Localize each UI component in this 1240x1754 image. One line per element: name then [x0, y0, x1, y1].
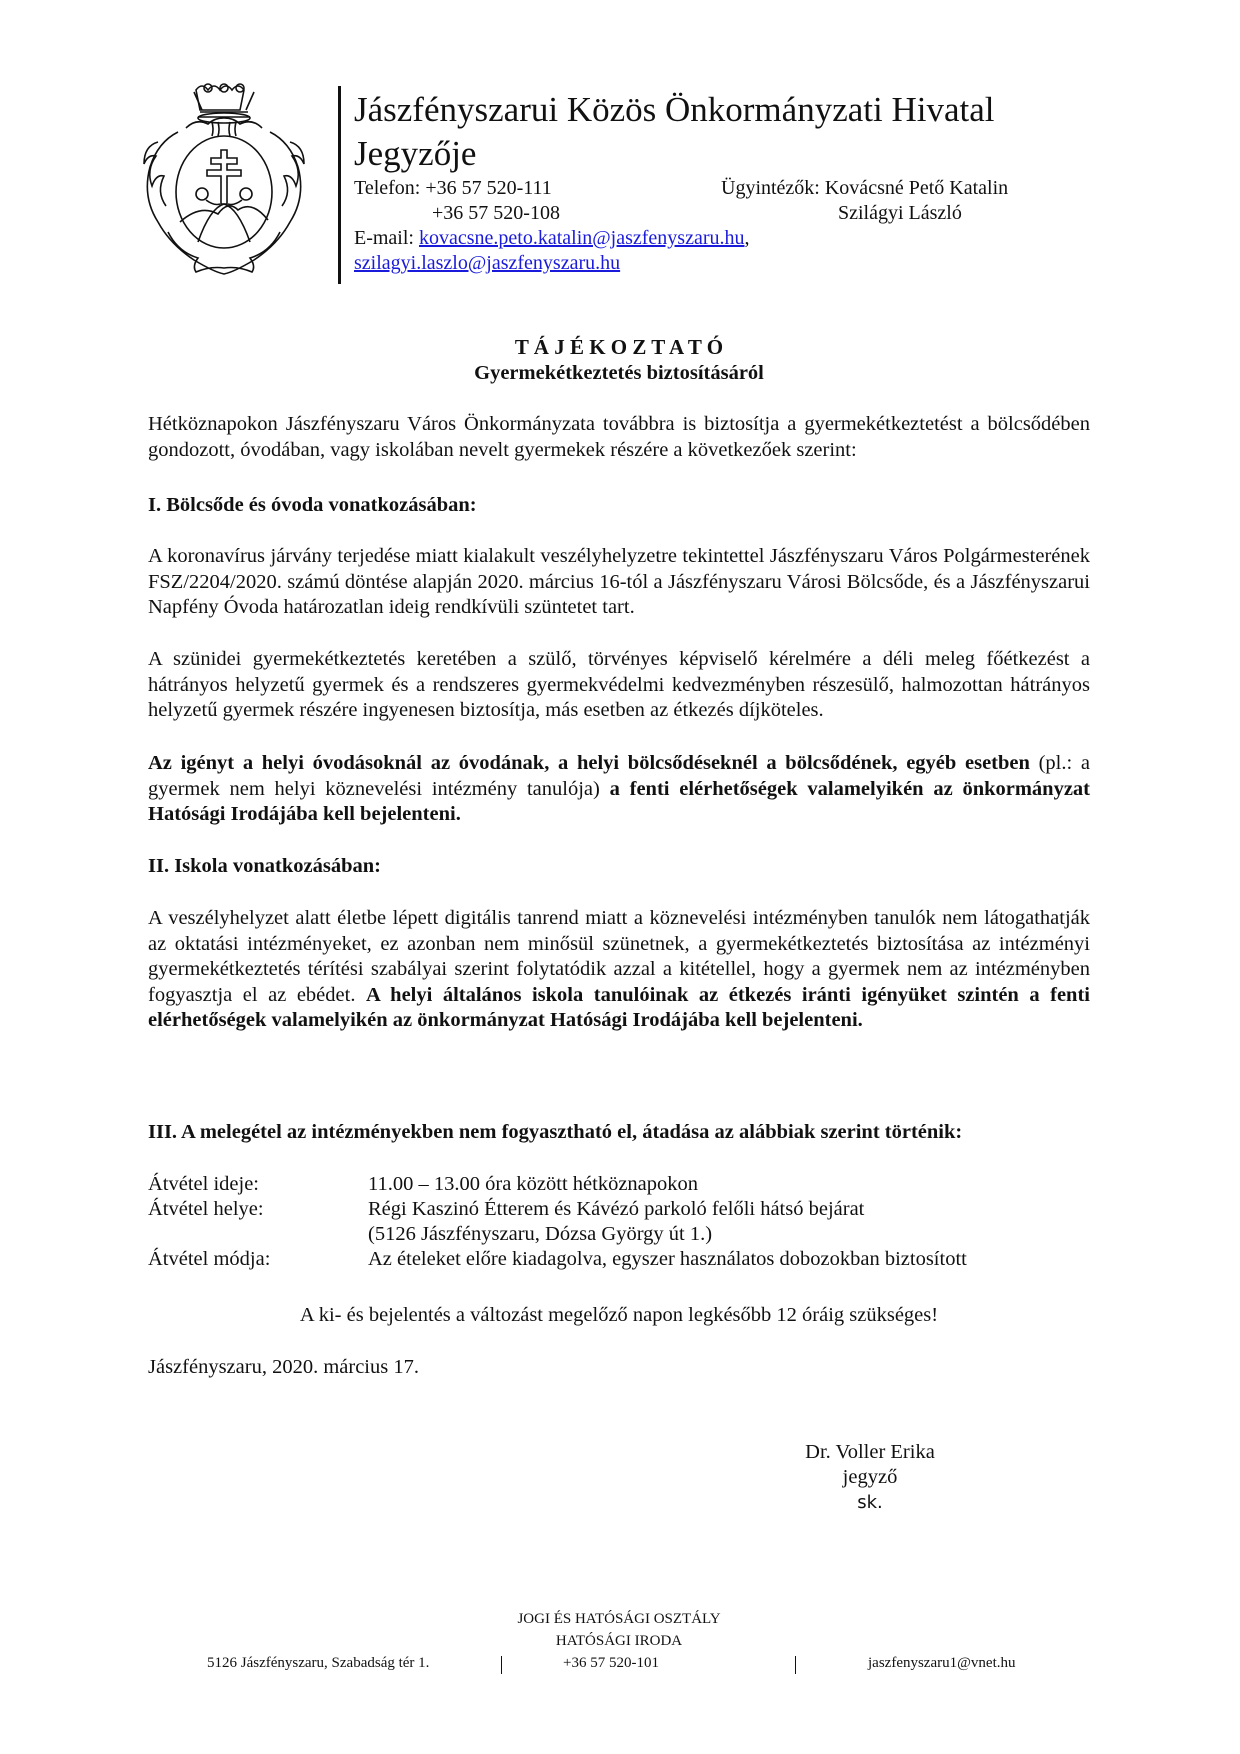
- email-link-kovacsne[interactable]: kovacsne.peto.katalin@jaszfenyszaru.hu: [418, 227, 745, 249]
- org-title: [354, 88, 994, 176]
- pickup-value: 11.00 – 13.00 óra között hétköznapokon: [368, 1173, 699, 1195]
- handlers-label: Ügyintézők: Kovácsné Pető Katalin: [721, 177, 1009, 199]
- section-1-p3-bold-a: Az igényt a helyi óvodásoknál az óvodának, a helyi bölcsődéseknél a bölcsődének, egyéb esetben: [148, 752, 1030, 774]
- signature-sk: sk.: [857, 1492, 883, 1513]
- pickup-value: Az ételeket előre kiadagolva, egyszer használatos dobozokban biztosított: [368, 1248, 967, 1270]
- section-1-paragraph-2: A szünidei gyermekétkeztetés keretében a szülő, törvényes képviselő kérelmére a déli meleg főétkezést a hátrányos helyzetű gyermek és a rendszeres gyermekvédelmi kedvezményben részesülő, halmozottan hátrányos helyzetű gyermek részére ingyenesen biztosítja, más esetben az étkezés díjköteles.: [148, 648, 1090, 721]
- document-subtitle: Gyermekétkeztetés biztosításáról: [474, 362, 764, 384]
- section-1-paragraph-1: A koronavírus járvány terjedése miatt kialakult veszélyhelyzetre tekintettel Jászfényszaru Város Polgármesterének FSZ/2204/2020. számú döntése alapján 2020. március 16-tól a Jászfényszaru Városi Bölcsőde, és a Jászfényszarui Napfény Óvoda határozatlan ideig rendkívüli szüntetet tart.: [148, 545, 1090, 618]
- footer-phone: +36 57 520-101: [563, 1655, 659, 1671]
- section-1-paragraph-3: [148, 751, 1090, 828]
- coat-of-arms-icon: [138, 82, 310, 278]
- section-1-p3-bold-b: a fenti elérhetőségek valamelyikén az önkormányzat Hatósági Irodájába kell bejelenteni.: [148, 777, 1090, 825]
- pickup-value: Régi Kaszinó Étterem és Kávézó parkoló felőli hátsó bejárat: [368, 1198, 865, 1220]
- email-line: [354, 226, 750, 251]
- phone-secondary: +36 57 520-108: [432, 202, 560, 224]
- section-2-p1-normal: A veszélyhelyzet alatt életbe lépett digitális tanrend miatt a köznevelési intézményben tanulók nem látogathatják az oktatási intézményeket, ez azonban nem minősül szünetnek, a gyermekétkeztetés biztosítása az intézményi gyermekétkeztetés térítési szabályai szerint folytatódik azzal a kitétellel, hogy a gyermek nem az intézményben fogyasztja el az ebédet.: [148, 907, 1090, 1006]
- footer-separator: [501, 1656, 502, 1674]
- email-line-2: [354, 251, 620, 276]
- email-link-szilagyi[interactable]: szilagyi.laszlo@jaszfenyszaru.hu: [354, 252, 621, 274]
- org-title-line1: Jászfényszarui Közös Önkormányzati Hivatal: [354, 90, 995, 129]
- section-1-heading: I. Bölcsőde és óvoda vonatkozásában:: [148, 494, 477, 516]
- pickup-value: (5126 Jászfényszaru, Dózsa György út 1.): [368, 1223, 713, 1245]
- section-1-p3-normal: (pl.: a gyermek nem helyi köznevelési intézmény tanulója): [148, 752, 1090, 800]
- section-2-p1-bold: A helyi általános iskola tanulóinak az étkezés iránti igényüket szintén a fenti elérhetőségek valamelyikén az önkormányzat Hatósági Irodájába kell bejelenteni.: [148, 983, 1090, 1031]
- email-label: E-mail:: [354, 227, 419, 249]
- phone-primary: Telefon: +36 57 520-111: [354, 177, 552, 199]
- intro-paragraph: Hétköznapokon Jászfényszaru Város Önkormányzata továbbra is biztosítja a gyermekétkeztetést a bölcsődében gondozott, óvodában, vagy iskolában nevelt gyermekek részére a következőek szerint:: [148, 413, 1090, 461]
- handler-second: Szilágyi László: [838, 202, 962, 224]
- signatory-role: jegyző: [842, 1466, 898, 1488]
- signatory-name: Dr. Voller Erika: [805, 1441, 935, 1463]
- pickup-label: Átvétel módja:: [148, 1248, 271, 1270]
- section-2-heading: II. Iskola vonatkozásában:: [148, 855, 381, 877]
- email-separator: ,: [744, 227, 750, 249]
- place-date: Jászfényszaru, 2020. március 17.: [148, 1356, 419, 1378]
- footer-office: HATÓSÁGI IRODA: [555, 1633, 683, 1649]
- org-title-line2: Jegyzője: [354, 134, 477, 173]
- deadline-notice: A ki- és bejelentés a változást megelőző napon legkésőbb 12 óráig szükséges!: [299, 1304, 939, 1326]
- signature-block: [760, 1440, 980, 1515]
- pickup-label: Átvétel helye:: [148, 1198, 264, 1220]
- footer-address: 5126 Jászfényszaru, Szabadság tér 1.: [207, 1655, 430, 1671]
- pickup-label: Átvétel ideje:: [148, 1173, 259, 1195]
- section-3-heading: III. A melegétel az intézményekben nem fogyasztható el, átadása az alábbiak szerint történik:: [148, 1121, 963, 1143]
- footer-department: JOGI ÉS HATÓSÁGI OSZTÁLY: [517, 1611, 721, 1627]
- document-title: T Á J É K O Z T A T Ó: [514, 335, 724, 359]
- footer-separator: [795, 1656, 796, 1674]
- footer-email: jaszfenyszaru1@vnet.hu: [868, 1655, 1016, 1671]
- header-divider: [338, 86, 341, 284]
- section-2-paragraph: [148, 906, 1090, 1034]
